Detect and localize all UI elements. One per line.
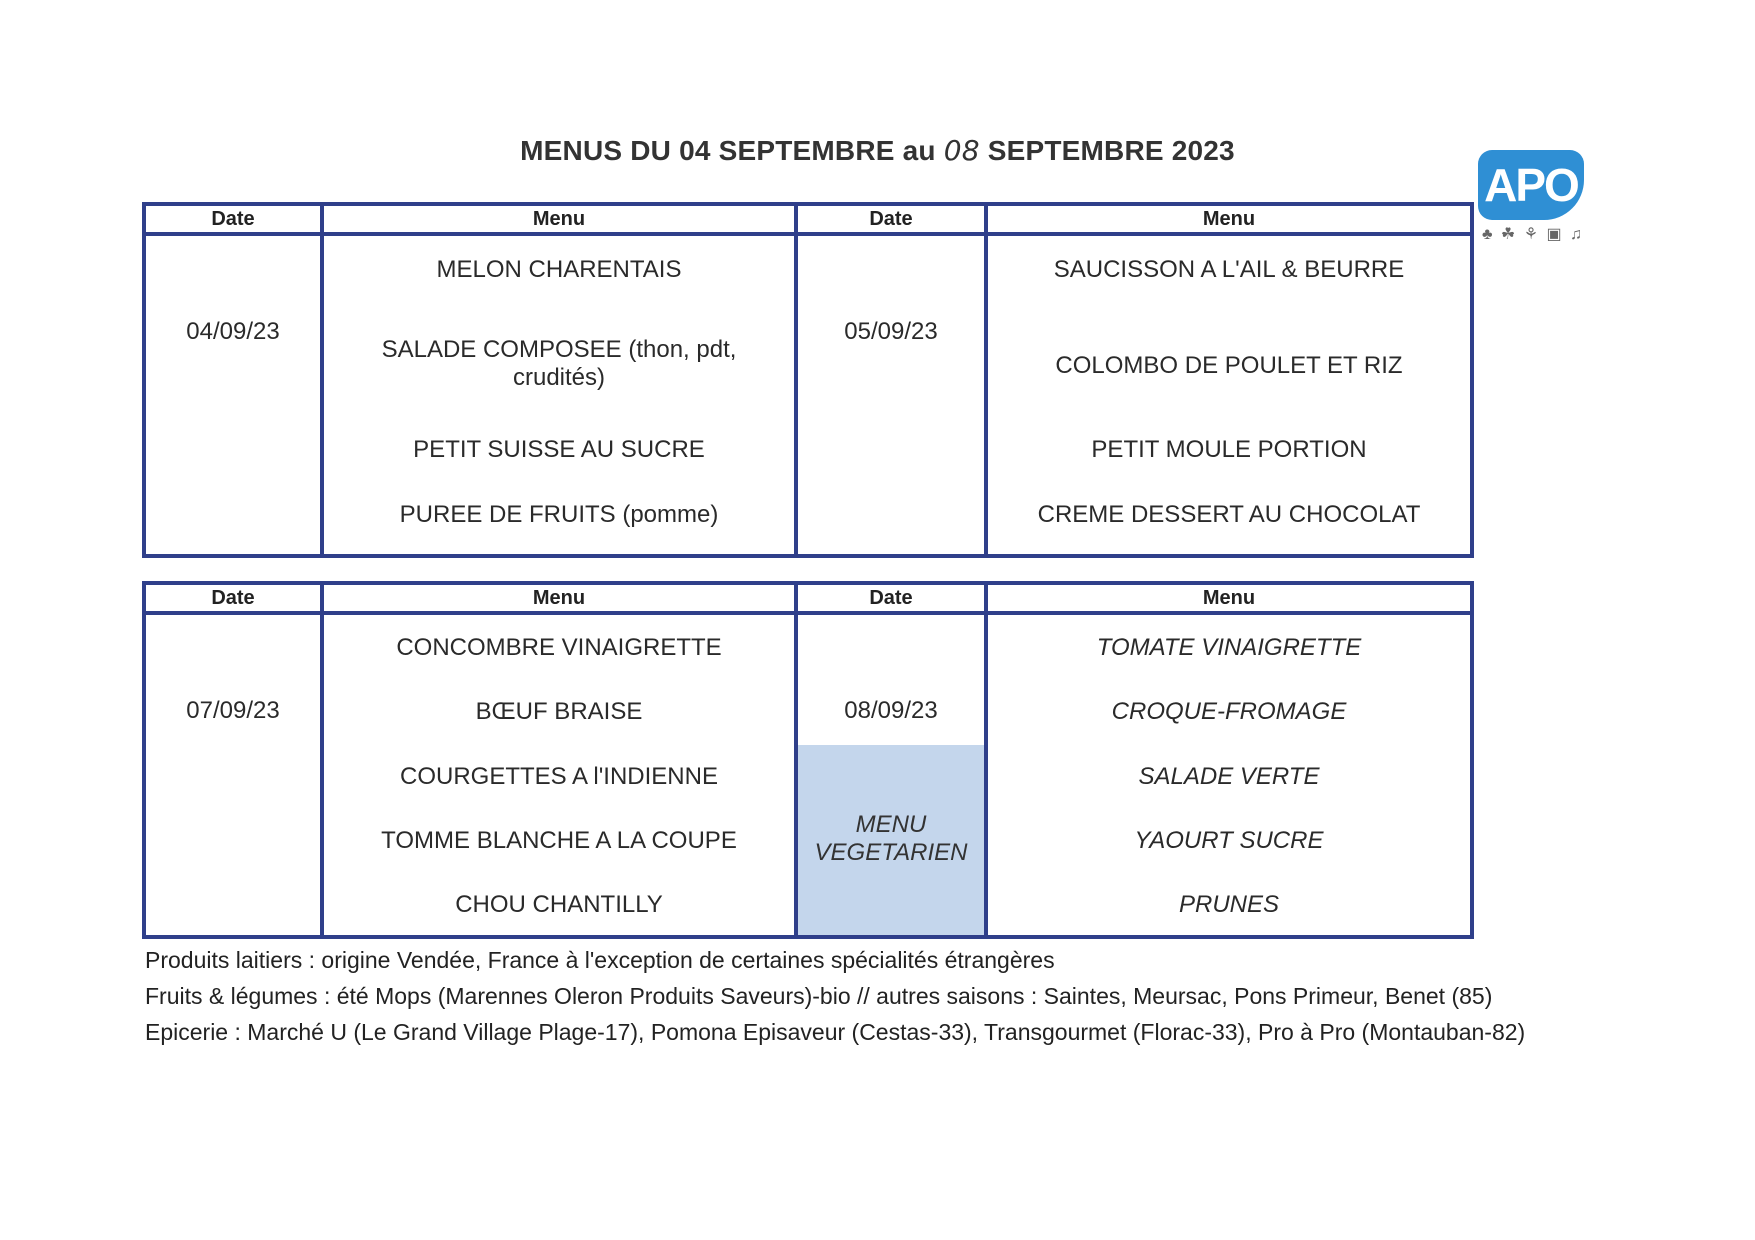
- menu-item: CROQUE-FROMAGE: [1111, 698, 1347, 725]
- menu-item: SAUCISSON A L'AIL & BEURRE: [1053, 256, 1405, 283]
- date-cell: 08/09/23: [844, 697, 938, 724]
- header-menu: Menu: [986, 204, 1472, 234]
- menu-item: TOMME BLANCHE A LA COUPE: [381, 827, 737, 854]
- menu-item: YAOURT SUCRE: [1134, 827, 1324, 854]
- date-cell: 04/09/23: [186, 318, 280, 345]
- menu-item: BŒUF BRAISE: [475, 698, 643, 725]
- menu-item: SALADE COMPOSEE (thon, pdt, crudités): [381, 336, 737, 391]
- title-text-start: MENUS DU 04 SEPTEMBRE au: [520, 135, 944, 166]
- apo-logo: [1478, 150, 1588, 244]
- vegetarian-menu-badge: [798, 745, 984, 935]
- menu-item: MELON CHARENTAIS: [436, 256, 682, 283]
- menu-item: PRUNES: [1178, 891, 1280, 918]
- menu-item: PETIT MOULE PORTION: [1091, 436, 1367, 463]
- menu-item: SALADE VERTE: [1138, 763, 1320, 790]
- header-menu: Menu: [322, 204, 796, 234]
- header-date: Date: [796, 204, 986, 234]
- menu-item: TOMATE VINAIGRETTE: [1096, 634, 1362, 661]
- sourcing-notes: [145, 946, 1595, 1054]
- header-menu: Menu: [322, 583, 796, 613]
- header-date: Date: [144, 204, 322, 234]
- menu-table-2: [142, 581, 1474, 939]
- vegetarian-label-line1: MENU: [855, 811, 927, 838]
- note-dairy: Produits laitiers : origine Vendée, France à l'exception de certaines spécialités étrangères: [145, 947, 1055, 973]
- header-menu: Menu: [986, 583, 1472, 613]
- date-cell: 07/09/23: [186, 697, 280, 724]
- menu-item: COLOMBO DE POULET ET RIZ: [1055, 352, 1403, 379]
- note-grocery: Epicerie : Marché U (Le Grand Village Plage-17), Pomona Episaveur (Cestas-33), Transgourmet (Florac-33), Pro à Pro (Montauban-82): [145, 1019, 1526, 1045]
- menu-item: CHOU CHANTILLY: [455, 891, 663, 918]
- date-cell: 05/09/23: [844, 318, 938, 345]
- menu-item: PETIT SUISSE AU SUCRE: [413, 436, 705, 463]
- vegetarian-label-line2: VEGETARIEN: [814, 839, 968, 866]
- apo-logo-badge: APO: [1478, 150, 1584, 220]
- menu-item: COURGETTES A l'INDIENNE: [400, 763, 718, 790]
- menu-item: CREME DESSERT AU CHOCOLAT: [1037, 501, 1421, 528]
- title-text-end: SEPTEMBRE 2023: [979, 135, 1235, 166]
- title-handwritten-day: 08: [943, 134, 980, 167]
- menu-item: CONCOMBRE VINAIGRETTE: [396, 634, 722, 661]
- note-fruits-vegetables: Fruits & légumes : été Mops (Marennes Oleron Produits Saveurs)-bio // autres saisons : Saintes, Meursac, Pons Primeur, Benet (85): [145, 983, 1493, 1009]
- menu-table-1: [142, 202, 1474, 558]
- header-date: Date: [796, 583, 986, 613]
- menu-item: PUREE DE FRUITS (pomme): [399, 501, 719, 528]
- logo-pictograms-icon: ♣ ☘ ⚘ ▣ ♫: [1481, 226, 1585, 243]
- header-date: Date: [144, 583, 322, 613]
